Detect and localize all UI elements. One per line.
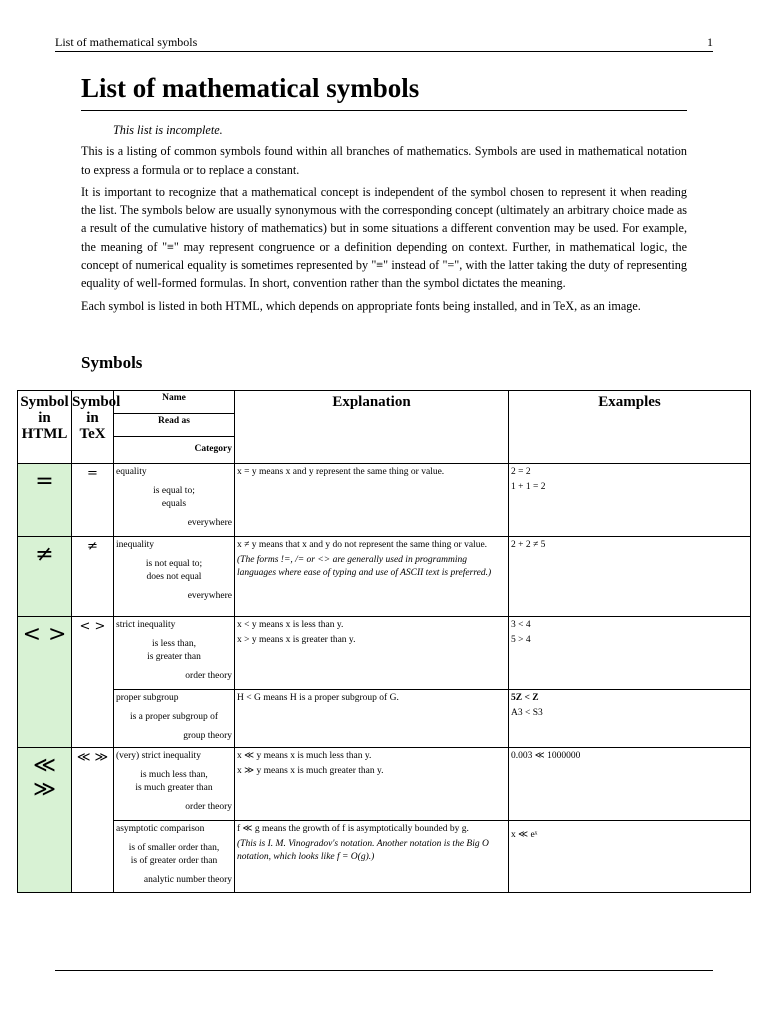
name-cell — [114, 690, 235, 748]
symbol-name: strict inequality — [116, 620, 176, 630]
explanation-cell — [235, 690, 509, 748]
examples-cell — [509, 617, 751, 690]
example-line: 5Z < Z — [511, 693, 539, 703]
table-row — [18, 821, 751, 893]
symbol-tex-much-less-greater: ≪ ≫ — [72, 748, 114, 893]
header-explanation: Explanation — [235, 391, 509, 464]
name-cell — [114, 464, 235, 537]
header-symbol-html: Symbol in HTML — [18, 391, 72, 464]
read-as-1: is of smaller order than, — [128, 843, 220, 853]
page-number: 1 — [707, 35, 713, 49]
symbol-name: asymptotic comparison — [116, 824, 205, 834]
header-name-group — [114, 391, 235, 464]
footer-rule — [55, 970, 713, 971]
name-cell — [114, 537, 235, 617]
symbol-name: (very) strict inequality — [116, 751, 201, 761]
intro-text — [81, 121, 687, 319]
symbol-html-less-greater: < > — [18, 617, 72, 748]
explanation-line: x ≫ y means x is much greater than y. — [237, 766, 384, 776]
examples-cell — [509, 821, 751, 893]
header-name: Name — [162, 393, 186, 403]
category: analytic number theory — [143, 875, 232, 885]
symbol-name: inequality — [116, 540, 154, 550]
header-symbol-tex: Symbol in TeX — [72, 391, 114, 464]
table-row — [18, 617, 751, 690]
explanation-line: f ≪ g means the growth of f is asymptotically bounded by g. — [237, 824, 469, 834]
table-row — [18, 537, 751, 617]
read-as-1: is equal to; — [153, 486, 195, 496]
explanation-cell — [235, 464, 509, 537]
category: group theory — [183, 731, 232, 741]
intro-paragraph-2: It is important to recognize that a mathematical concept is independent of the symbol chosen to represent it when reading the list. The symbols below are usually synonymous with the corresponding concept (ultimately an arbitrary choice made as a result of the cumulative history of mathematics) but in some situations a different convention may be used. For example, the meaning of "≡" may represent congruence or a definition depending on context. Further, in mathematical logic, the concept of numerical equality is sometimes represented by "≡" instead of "=", with the latter taking the duty of representing equality of well-formed formulas. In short, convention rather than the symbol dictates the meaning. — [81, 184, 687, 291]
header-read-as: Read as — [114, 414, 234, 437]
read-as-1: is less than, — [151, 639, 197, 649]
example-line: 1 + 1 = 2 — [511, 482, 546, 492]
intro-paragraph-3: Each symbol is listed in both HTML, which depends on appropriate fonts being installed, and in TeX, as an image. — [81, 298, 641, 313]
incomplete-note: This list is incomplete. — [113, 123, 223, 137]
symbol-html-equals: = — [18, 464, 72, 537]
examples-cell — [509, 464, 751, 537]
read-as-2: is greater than — [147, 652, 201, 662]
section-heading-symbols: Symbols — [81, 353, 143, 372]
example-line: 2 + 2 ≠ 5 — [511, 540, 546, 550]
read-as-2: does not equal — [146, 572, 202, 582]
name-cell — [114, 821, 235, 893]
read-as-1: is not equal to; — [145, 559, 203, 569]
symbol-tex-not-equal: ≠ — [72, 537, 114, 617]
explanation-line: x ≪ y means x is much less than y. — [237, 751, 372, 761]
explanation-cell — [235, 617, 509, 690]
running-title: List of mathematical symbols — [55, 35, 198, 49]
explanation-line: x ≠ y means that x and y do not represent the same thing or value. — [237, 540, 488, 550]
read-as-1: is a proper subgroup of — [129, 712, 219, 722]
category: order theory — [185, 671, 232, 681]
page-title: List of mathematical symbols — [81, 70, 687, 111]
header-category: Category — [114, 437, 234, 464]
symbol-tex-less-greater: < > — [72, 617, 114, 748]
example-line: 5 > 4 — [511, 635, 531, 645]
explanation-note: (The forms !=, /= or <> are generally used in programming languages where ease of typing and use of ASCII text is preferred.) — [237, 555, 492, 578]
read-as-1: is much less than, — [140, 770, 208, 780]
explanation-line: x = y means x and y represent the same thing or value. — [237, 467, 445, 477]
explanation-line: H < G means H is a proper subgroup of G. — [237, 693, 399, 703]
explanation-cell — [235, 748, 509, 821]
read-as-2: is much greater than — [135, 783, 213, 793]
symbols-table — [17, 390, 751, 893]
examples-cell — [509, 537, 751, 617]
header-examples: Examples — [509, 391, 751, 464]
symbol-tex-equals: = — [72, 464, 114, 537]
symbol-name: equality — [116, 467, 147, 477]
example-line: 3 < 4 — [511, 620, 531, 630]
table-row — [18, 748, 751, 821]
intro-paragraph-1: This is a listing of common symbols found within all branches of mathematics. Symbols are used in mathematical notation to express a formula or to replace a constant. — [81, 144, 687, 177]
category: order theory — [185, 802, 232, 812]
example-line: A3 < S3 — [511, 708, 543, 718]
name-cell — [114, 617, 235, 690]
explanation-line: x < y means x is less than y. — [237, 620, 344, 630]
name-cell — [114, 748, 235, 821]
read-as-2: equals — [161, 499, 187, 509]
category: everywhere — [187, 591, 232, 601]
explanation-line: x > y means x is greater than y. — [237, 635, 356, 645]
read-as-2: is of greater order than — [130, 856, 218, 866]
explanation-cell — [235, 821, 509, 893]
example-line: 0.003 ≪ 1000000 — [511, 751, 581, 761]
examples-cell — [509, 690, 751, 748]
explanation-cell — [235, 537, 509, 617]
symbol-html-not-equal: ≠ — [18, 537, 72, 617]
table-header-row — [18, 391, 751, 464]
table-row — [18, 464, 751, 537]
explanation-note: (This is I. M. Vinogradov's notation. Another notation is the Big O notation, which looks like f = O(g).) — [237, 839, 489, 862]
category: everywhere — [187, 518, 232, 528]
example-line: 2 = 2 — [511, 467, 531, 477]
examples-cell — [509, 748, 751, 821]
symbol-html-much-less-greater: ≪ ≫ — [18, 748, 72, 893]
symbol-name: proper subgroup — [116, 693, 179, 703]
running-header — [55, 34, 713, 52]
table-row — [18, 690, 751, 748]
example-line: x ≪ eˣ — [511, 830, 538, 840]
